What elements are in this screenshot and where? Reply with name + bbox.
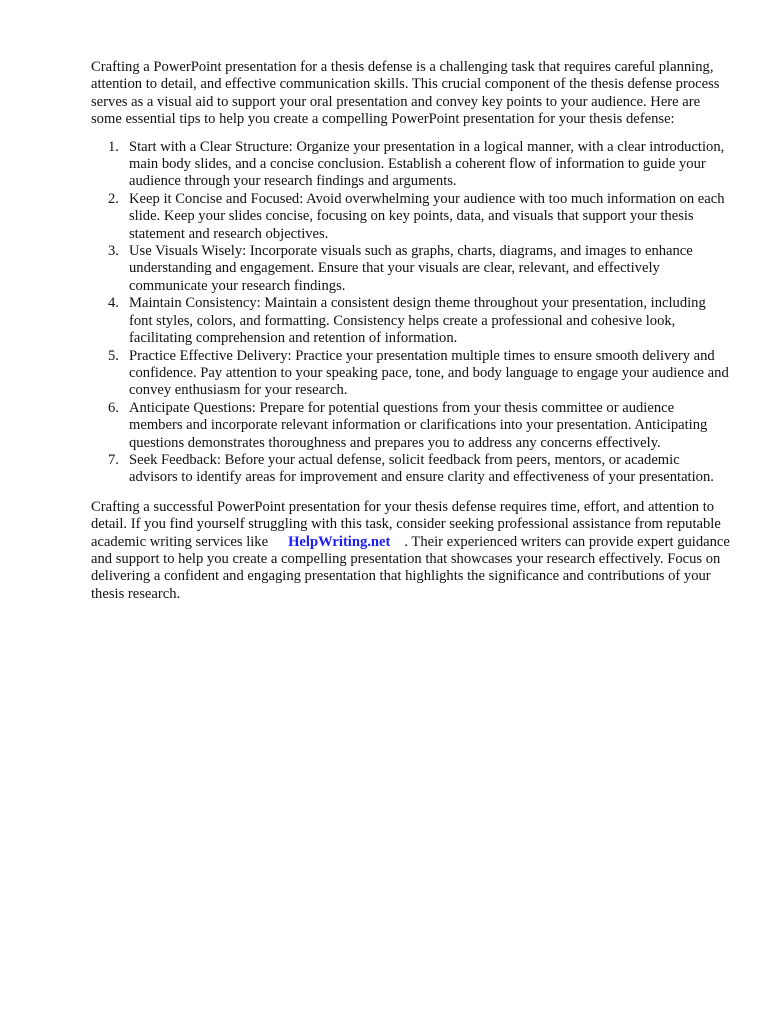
tip-item-6 bbox=[91, 400, 731, 452]
tip-item-7 bbox=[91, 452, 731, 487]
tip-number: 2. bbox=[108, 190, 119, 207]
tip-number: 1. bbox=[108, 138, 119, 155]
tip-text: Maintain Consistency: Maintain a consistent design theme throughout your presentation, including font styles, colors, and formatting. Consistency helps create a professional and cohesive look, facilitating comprehension and retention of information. bbox=[129, 295, 706, 347]
tip-text: Practice Effective Delivery: Practice your presentation multiple times to ensure smooth delivery and confidence. Pay attention to your speaking pace, tone, and body language to engage your audience and convey enthusiasm for your research. bbox=[129, 347, 729, 399]
tip-number: 3. bbox=[108, 243, 119, 260]
tip-text: Use Visuals Wisely: Incorporate visuals such as graphs, charts, diagrams, and images to enhance understanding and engagement. Ensure that your visuals are clear, relevant, and effectively communicate your research findings. bbox=[129, 243, 693, 294]
tip-item-5 bbox=[91, 348, 731, 400]
tip-item-2 bbox=[91, 191, 731, 243]
tip-text: Start with a Clear Structure: Organize your presentation in a logical manner, with a clear introduction, main body slides, and a concise conclusion. Establish a coherent flow of information to guide your audience through your research findings and arguments. bbox=[129, 138, 725, 190]
intro-paragraph: Crafting a PowerPoint presentation for a thesis defense is a challenging task that requires careful planning, attention to detail, and effective communication skills. This crucial component of the thesis defense process serves as a visual aid to support your oral presentation and convey key points to your audience. Here are some essential tips to help you create a compelling PowerPoint presentation for your thesis defense: bbox=[91, 59, 720, 128]
tip-text: Seek Feedback: Before your actual defense, solicit feedback from peers, mentors, or academic advisors to identify areas for improvement and ensure clarity and effectiveness of your presentation. bbox=[129, 451, 714, 486]
tip-number: 7. bbox=[108, 451, 119, 468]
tips-list bbox=[91, 139, 731, 487]
tip-text: Anticipate Questions: Prepare for potential questions from your thesis committee or audience members and incorporate relevant information or clarifications into your presentation. Anticipating questions demonstrates thoroughness and prepares you to address any concerns effectively. bbox=[129, 399, 708, 451]
tip-item-1 bbox=[91, 139, 731, 191]
document-page bbox=[91, 59, 731, 603]
conclusion-paragraph bbox=[91, 499, 731, 603]
tip-number: 5. bbox=[108, 347, 119, 364]
tip-item-4 bbox=[91, 295, 731, 347]
tip-item-3 bbox=[91, 243, 731, 295]
conclusion-text-before-link: Crafting a successful PowerPoint presentation for your thesis defense requires time, effort, and attention to detail. If you find yourself struggling with this task, consider seeking professional assistance from reputable academic writing services like bbox=[91, 498, 721, 550]
helpwriting-link[interactable]: HelpWriting.net bbox=[288, 533, 391, 550]
conclusion-text-after-link: . Their experienced writers can provide expert guidance and support to help you create a compelling presentation that showcases your research effectively. Focus on delivering a confident and engaging presentation that highlights the significance and contributions of your thesis research. bbox=[91, 533, 730, 602]
tip-text: Keep it Concise and Focused: Avoid overwhelming your audience with too much information on each slide. Keep your slides concise, focusing on key points, data, and visuals that support your thesis statement and research objectives. bbox=[129, 190, 725, 242]
tip-number: 6. bbox=[108, 399, 119, 416]
tip-number: 4. bbox=[108, 295, 119, 312]
